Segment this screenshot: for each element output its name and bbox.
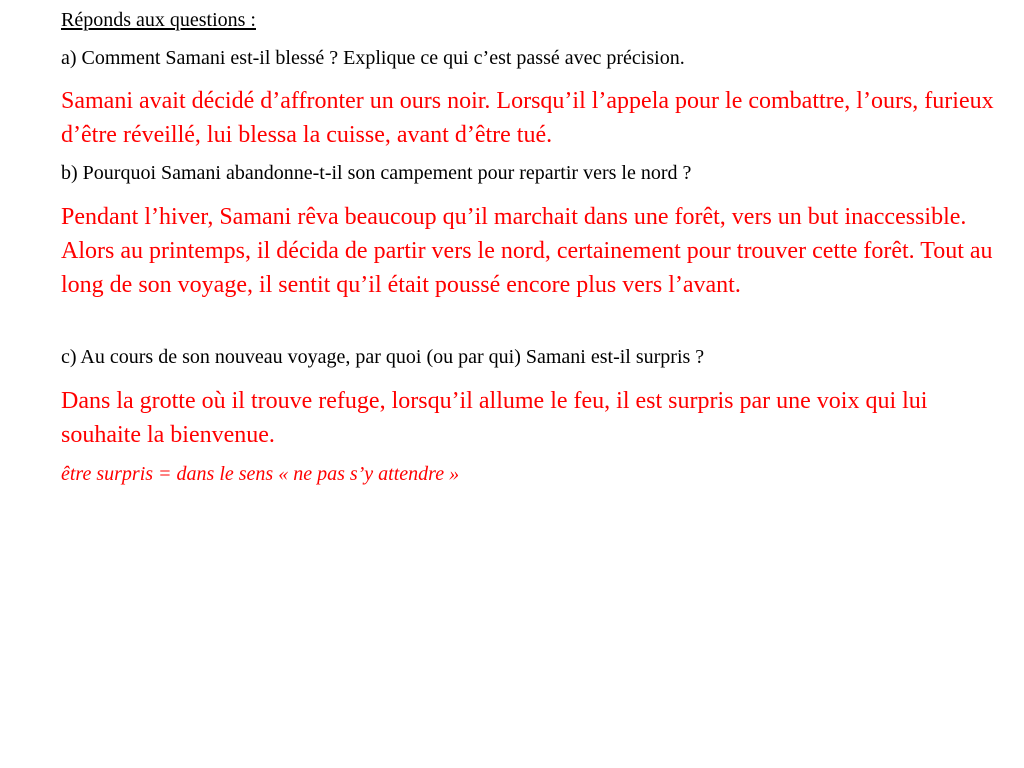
answer-a: Samani avait décidé d’affronter un ours noir. Lorsqu’il l’appela pour le combattre, l’ours, furieux d’être réveillé, lui blessa la cuisse, avant d’être tué.: [61, 88, 994, 148]
question-b: b) Pourquoi Samani abandonne-t-il son campement pour repartir vers le nord ?: [61, 162, 692, 184]
answer-b: Pendant l’hiver, Samani rêva beaucoup qu’il marchait dans une forêt, vers un but inaccessible. Alors au printemps, il décida de partir vers le nord, certainement pour trouver cette forêt. Tout au long de son voyage, il sentit qu’il était poussé encore plus vers l’avant.: [61, 204, 993, 298]
answer-c: Dans la grotte où il trouve refuge, lorsqu’il allume le feu, il est surpris par une voix qui lui souhaite la bienvenue.: [61, 388, 928, 448]
vocabulary-note: être surpris = dans le sens « ne pas s’y attendre »: [61, 463, 460, 485]
question-c: c) Au cours de son nouveau voyage, par quoi (ou par qui) Samani est-il surpris ?: [61, 346, 705, 368]
instructions-heading: Réponds aux questions :: [61, 9, 256, 31]
question-a: a) Comment Samani est-il blessé ? Explique ce qui c’est passé avec précision.: [61, 47, 685, 69]
